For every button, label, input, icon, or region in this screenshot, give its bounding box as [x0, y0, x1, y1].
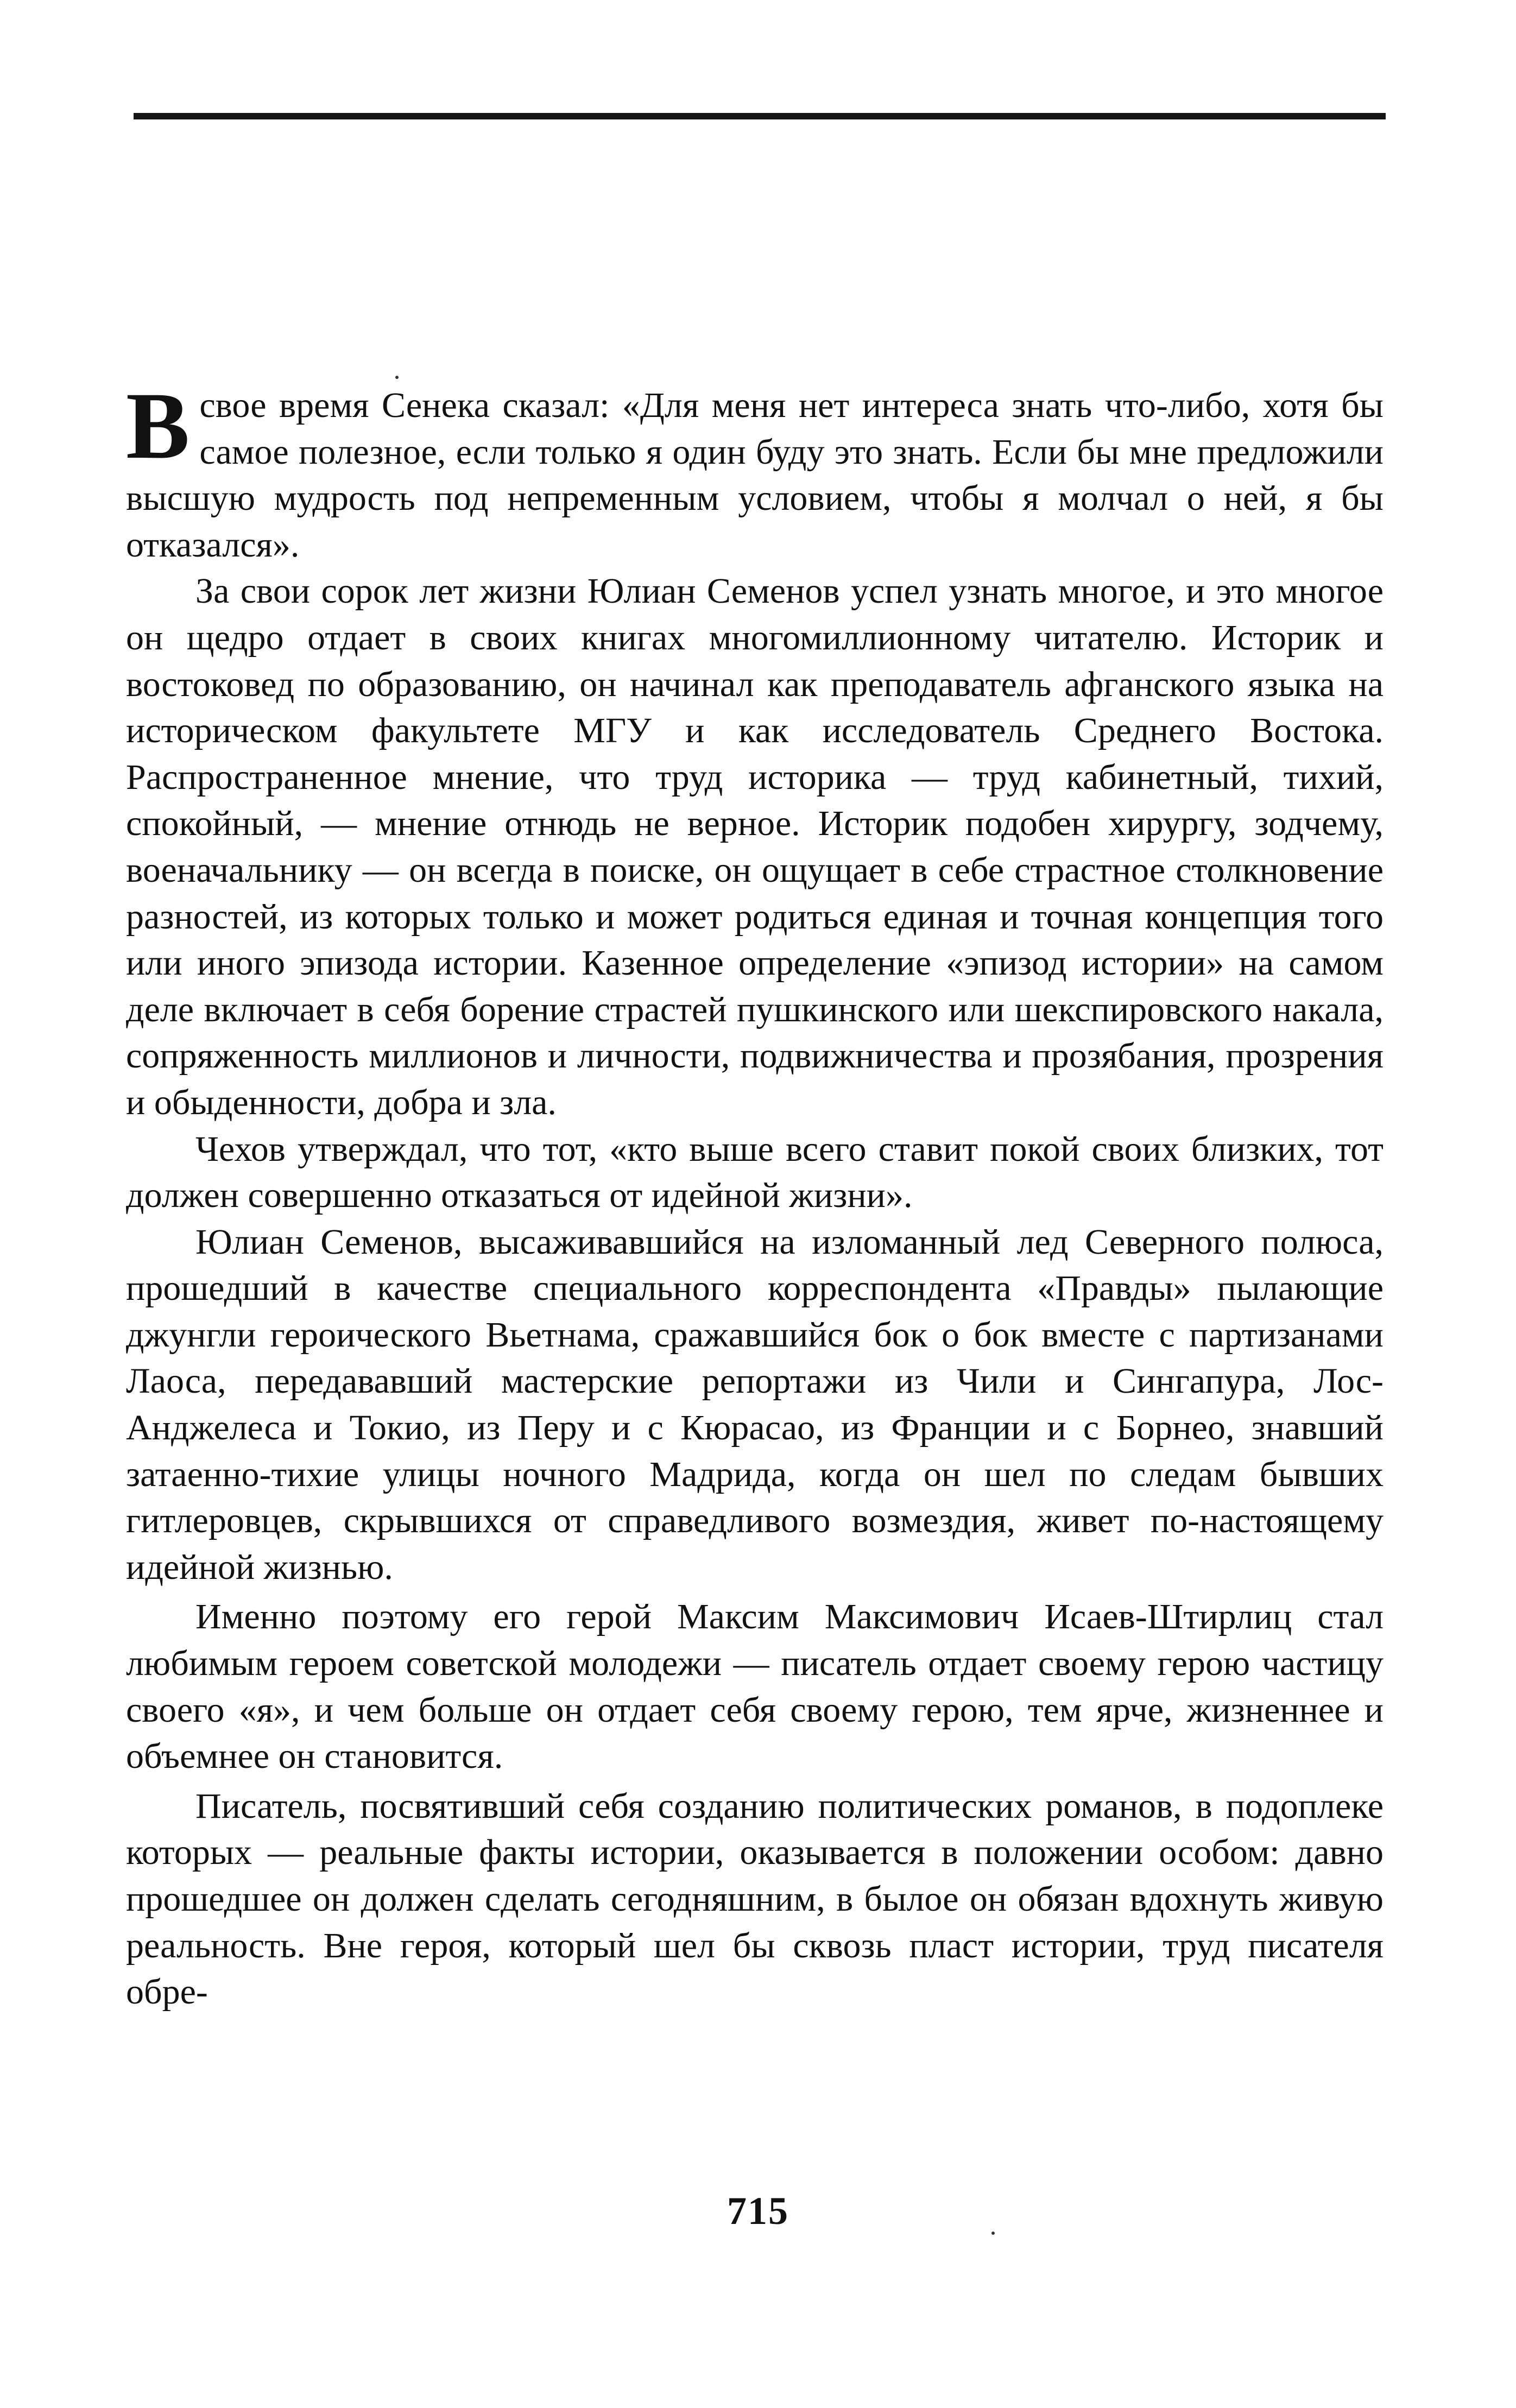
paragraph-3: Чехов утверждал, что тот, «кто выше всего ставит покой своих близких, тот должен совершенно отказаться от идейной жизни».	[126, 1129, 1384, 1216]
paragraph-6: Писатель, посвятивший себя созданию политических романов, в подоплеке которых — реальные факты истории, оказывается в положении особом: давно прошедшее он должен сделать сегодняшним, в былое он обязан вдохнуть живую реальность. Вне героя, который шел бы сквозь пласт истории, труд писателя обре-	[126, 1786, 1384, 2012]
drop-cap: В	[126, 373, 190, 479]
paragraph-5: Именно поэтому его герой Максим Максимович Исаев-Штирлиц стал любимым героем советской молодежи — писатель отдает своему герою частицу своего «я», и чем больше он отдает себя своему герою, тем ярче, жизненнее и объемнее он становится.	[126, 1597, 1384, 1777]
page-number: 715	[727, 2189, 789, 2233]
paragraph-2: За свои сорок лет жизни Юлиан Семенов успел узнать многое, и это многое он щедро отдает в своих книгах многомиллионному читателю. Историк и востоковед по образованию, он начинал как преподаватель афганского языка на историческом факультете МГУ и как исследователь Среднего Востока. Распространенное мнение, что труд историка — труд кабинетный, тихий, спокойный, — мнение отнюдь не верное. Историк подобен хирургу, зодчему, военачальнику — он всегда в поиске, он ощущает в себе страстное столкновение разностей, из которых только и может родиться единая и точная концепция того или иного эпизода истории. Казенное определение «эпизод истории» на самом деле включает в себя борение страстей пушкинского или шекспировского накала, сопряженность миллионов и личности, подвижничества и прозябания, прозрения и обыденности, добра и зла.	[126, 571, 1384, 1122]
paragraph-1	[126, 373, 1384, 568]
body-text	[126, 373, 1384, 2015]
top-horizontal-rule	[134, 113, 1386, 119]
paragraph-4: Юлиан Семенов, высаживавшийся на изломанный лед Северного полюса, прошедший в качестве специального корреспондента «Правды» пылающие джунгли героического Вьетнама, сражавшийся бок о бок вместе с партизанами Лаоса, передававший мастерские репортажи из Чили и Сингапура, Лос-Анджелеса и Токио, из Перу и с Кюрасао, из Франции и с Борнео, знавший затаенно-тихие улицы ночного Мадрида, когда он шел по следам бывших гитлеровцев, скрывшихся от справедливого возмездия, живет по-настоящему идейной жизнью.	[126, 1222, 1384, 1587]
paragraph-1-text: свое время Сенека сказал: «Для меня нет интереса знать что-либо, хотя бы самое полезное, если только я один буду это знать. Если бы мне предложили высшую мудрость под непременным условием, чтобы я молчал о ней, я бы отказался».	[126, 385, 1384, 565]
print-speck	[395, 376, 399, 379]
